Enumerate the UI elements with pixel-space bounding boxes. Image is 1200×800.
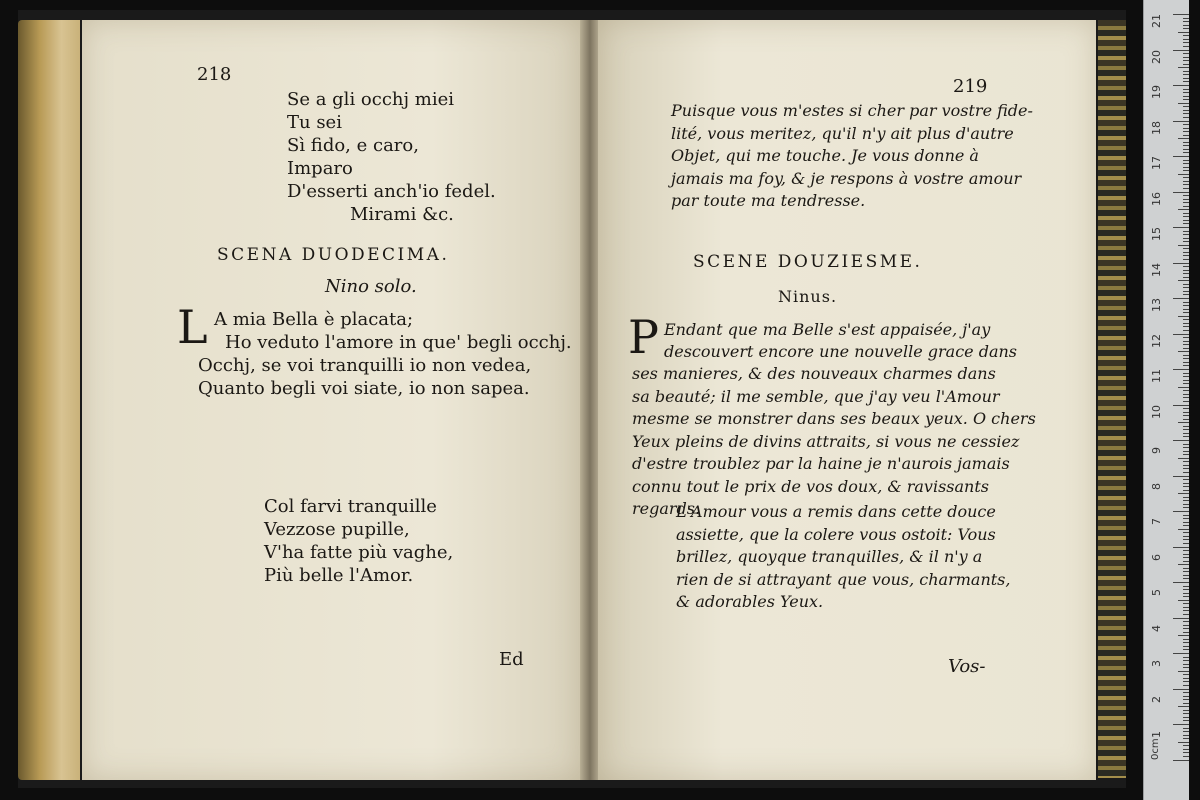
ruler-tick xyxy=(1173,121,1189,122)
ruler-tick xyxy=(1183,358,1189,359)
ruler-tick xyxy=(1183,305,1189,306)
ruler-tick xyxy=(1173,405,1189,406)
ruler-tick xyxy=(1183,429,1189,430)
ruler-tick xyxy=(1183,96,1189,97)
ruler-tick xyxy=(1183,426,1189,427)
ruler-tick xyxy=(1173,85,1189,86)
ruler-tick xyxy=(1183,710,1189,711)
speaker-name: Ninus. xyxy=(778,287,838,306)
ruler-tick xyxy=(1183,444,1189,445)
ruler-tick xyxy=(1183,71,1189,72)
prose-line: & adorables Yeux. xyxy=(676,592,824,611)
prose-line: Yeux pleins de divins attraits, si vous ne cessiez xyxy=(632,431,1020,451)
ruler-tick xyxy=(1183,507,1189,508)
ruler-tick xyxy=(1183,486,1189,487)
ruler-tick xyxy=(1183,216,1189,217)
ruler-tick xyxy=(1183,472,1189,473)
ruler-tick xyxy=(1183,188,1189,189)
ruler-tick xyxy=(1183,539,1189,540)
ruler-tick xyxy=(1183,536,1189,537)
prose-line: Puisque vous m'estes si cher par vostre fide- xyxy=(671,101,1033,120)
ruler-tick xyxy=(1183,589,1189,590)
ruler-tick xyxy=(1183,401,1189,402)
ruler-tick xyxy=(1183,674,1189,675)
ruler-label: 9 xyxy=(1150,447,1163,454)
scene-heading: SCENA DUODECIMA. xyxy=(217,245,450,265)
ruler-tick xyxy=(1173,369,1189,370)
ruler-tick xyxy=(1183,614,1189,615)
ruler-tick xyxy=(1178,351,1189,352)
left-page xyxy=(82,20,582,780)
ruler-label: 14 xyxy=(1150,262,1163,277)
ruler-tick xyxy=(1178,422,1189,423)
marbled-cover-edge xyxy=(1098,20,1126,778)
page-number: 219 xyxy=(953,76,988,97)
ruler-tick xyxy=(1183,238,1189,239)
verse-line: Sì fido, e caro, xyxy=(287,135,419,156)
prose-line: sa beauté; il me semble, que j'ay veu l'Amour xyxy=(632,386,1000,406)
ruler-tick xyxy=(1183,53,1189,54)
ruler-tick xyxy=(1183,39,1189,40)
ruler-tick xyxy=(1183,273,1189,274)
verse-line: Imparo xyxy=(287,158,353,179)
refrain: Mirami &c. xyxy=(350,204,454,225)
ruler-tick xyxy=(1183,660,1189,661)
ruler-tick xyxy=(1183,607,1189,608)
ruler-label: 1 xyxy=(1150,731,1163,738)
ruler-tick xyxy=(1183,646,1189,647)
ruler-tick xyxy=(1183,89,1189,90)
ruler-label: 18 xyxy=(1150,120,1163,135)
ruler-tick xyxy=(1183,270,1189,271)
ruler-tick xyxy=(1183,664,1189,665)
prose-line: regards. xyxy=(632,499,701,518)
ruler-tick xyxy=(1183,699,1189,700)
ruler-tick xyxy=(1183,337,1189,338)
ruler-tick xyxy=(1183,610,1189,611)
ruler-tick xyxy=(1183,99,1189,100)
ruler-tick xyxy=(1183,234,1189,235)
ruler-tick xyxy=(1183,383,1189,384)
ruler-tick xyxy=(1183,124,1189,125)
ruler-tick xyxy=(1183,60,1189,61)
prose-line: lité, vous meritez, qu'il n'y ait plus d'autre xyxy=(671,123,1014,143)
ruler-tick xyxy=(1183,344,1189,345)
ruler-tick xyxy=(1183,252,1189,253)
ruler-label: 20 xyxy=(1150,49,1163,64)
prose-line: assiette, que la colere vous ostoit: Vous xyxy=(676,524,996,544)
ruler-tick xyxy=(1183,749,1189,750)
ruler-tick xyxy=(1178,67,1189,68)
ruler-tick xyxy=(1183,490,1189,491)
ruler-tick xyxy=(1183,713,1189,714)
ruler-tick xyxy=(1173,653,1189,654)
ruler-tick xyxy=(1183,419,1189,420)
ruler-tick xyxy=(1183,113,1189,114)
ruler-tick xyxy=(1183,628,1189,629)
verse-line: Tu sei xyxy=(287,112,342,133)
prose-first-line: Endant que ma Belle s'est appaisée, j'ay xyxy=(664,320,991,339)
ruler-tick xyxy=(1183,621,1189,622)
prose-paragraph-2-cont xyxy=(632,363,1036,521)
ruler-label: 6 xyxy=(1150,553,1163,561)
ruler-label: 11 xyxy=(1150,369,1163,383)
page-edges-left xyxy=(18,20,80,780)
ruler-tick xyxy=(1183,593,1189,594)
ruler-tick xyxy=(1183,543,1189,544)
ruler-tick xyxy=(1183,394,1189,395)
ruler-tick xyxy=(1183,717,1189,718)
ruler-tick xyxy=(1178,245,1189,246)
prose-line: brillez, quoyque tranquilles, & il n'y a xyxy=(676,547,983,566)
ruler-tick xyxy=(1183,465,1189,466)
prose-paragraph-2 xyxy=(664,341,1017,364)
ruler-tick xyxy=(1183,738,1189,739)
ruler-label: 3 xyxy=(1150,660,1163,667)
ruler-tick xyxy=(1183,195,1189,196)
ruler-tick xyxy=(1183,720,1189,721)
verse-line: D'esserti anch'io fedel. xyxy=(287,181,496,202)
ruler-tick xyxy=(1183,287,1189,288)
ruler-tick xyxy=(1178,138,1189,139)
verse-line: Vezzose pupille, xyxy=(264,519,410,540)
verse-stanza-1 xyxy=(287,88,496,203)
ruler-tick xyxy=(1183,309,1189,310)
ruler-tick xyxy=(1183,330,1189,331)
ruler-tick xyxy=(1183,57,1189,58)
prose-line: mesme se monstrer dans ses beaux yeux. O chers xyxy=(632,409,1036,428)
ruler-label: 13 xyxy=(1150,298,1163,312)
drop-cap: P xyxy=(628,310,659,364)
ruler-tick xyxy=(1183,696,1189,697)
ruler-tick xyxy=(1183,436,1189,437)
ruler-tick xyxy=(1183,550,1189,551)
ruler-tick xyxy=(1173,476,1189,477)
ruler-label: 8 xyxy=(1150,482,1163,490)
aria-line: Occhj, se voi tranquilli io non vedea, xyxy=(198,355,532,376)
ruler-tick xyxy=(1173,156,1189,157)
ruler-tick xyxy=(1183,596,1189,597)
ruler-tick xyxy=(1178,32,1189,33)
ruler-tick xyxy=(1183,365,1189,366)
aria-first-line: A mia Bella è placata; xyxy=(214,309,414,330)
ruler-tick xyxy=(1173,724,1189,725)
ruler-tick xyxy=(1183,319,1189,320)
verse-line: Più belle l'Amor. xyxy=(264,565,414,586)
ruler-tick xyxy=(1183,518,1189,519)
ruler-tick xyxy=(1183,703,1189,704)
ruler-tick xyxy=(1183,302,1189,303)
verse-line: V'ha fatte più vaghe, xyxy=(264,542,454,563)
ruler-tick xyxy=(1178,103,1189,104)
ruler-tick xyxy=(1178,529,1189,530)
ruler-tick xyxy=(1178,493,1189,494)
prose-line: d'estre troublez par la haine je n'aurois jamais xyxy=(632,454,1010,473)
ruler-tick xyxy=(1183,728,1189,729)
ruler-tick xyxy=(1183,639,1189,640)
ruler-tick xyxy=(1183,149,1189,150)
ruler-tick xyxy=(1183,131,1189,132)
ruler-tick xyxy=(1183,752,1189,753)
ruler-tick xyxy=(1183,373,1189,374)
ruler-tick xyxy=(1173,14,1189,15)
ruler-tick xyxy=(1183,117,1189,118)
ruler-tick xyxy=(1183,575,1189,576)
verse-line: Se a gli occhj miei xyxy=(287,89,455,110)
ruler-tick xyxy=(1178,635,1189,636)
prose-line: descouvert encore une nouvelle grace dans xyxy=(664,342,1018,361)
ruler-tick xyxy=(1178,174,1189,175)
ruler-label: 12 xyxy=(1150,333,1163,348)
catchword: Ed xyxy=(499,649,524,670)
ruler-tick xyxy=(1183,184,1189,185)
measurement-ruler xyxy=(1143,0,1189,800)
ruler-tick xyxy=(1183,603,1189,604)
ruler-tick xyxy=(1183,231,1189,232)
scene-heading: SCENE DOUZIESME. xyxy=(693,252,923,272)
ruler-tick xyxy=(1183,135,1189,136)
ruler-tick xyxy=(1183,326,1189,327)
ruler-tick xyxy=(1173,689,1189,690)
ruler-label: 2 xyxy=(1150,695,1163,703)
ruler-tick xyxy=(1178,671,1189,672)
ruler-tick xyxy=(1183,642,1189,643)
ruler-tick xyxy=(1173,440,1189,441)
ruler-tick xyxy=(1183,412,1189,413)
ruler-tick xyxy=(1183,64,1189,65)
ruler-tick xyxy=(1183,451,1189,452)
ruler-tick xyxy=(1178,316,1189,317)
ruler-tick xyxy=(1183,408,1189,409)
ruler-tick xyxy=(1183,46,1189,47)
ruler-tick xyxy=(1183,578,1189,579)
aria-line: Ho veduto l'amore in que' begli occhj. xyxy=(225,332,572,353)
drop-cap: L xyxy=(177,300,208,354)
ruler-tick xyxy=(1183,202,1189,203)
ruler-tick xyxy=(1183,433,1189,434)
ruler-tick xyxy=(1183,497,1189,498)
ruler-tick xyxy=(1173,192,1189,193)
ruler-tick xyxy=(1183,145,1189,146)
ruler-tick xyxy=(1183,78,1189,79)
ruler-tick xyxy=(1178,564,1189,565)
ruler-tick xyxy=(1183,284,1189,285)
ruler-tick xyxy=(1183,74,1189,75)
ruler-tick xyxy=(1183,213,1189,214)
ruler-tick xyxy=(1183,18,1189,19)
ruler-tick xyxy=(1183,390,1189,391)
ruler-tick xyxy=(1183,625,1189,626)
ruler-tick xyxy=(1173,227,1189,228)
page-number: 218 xyxy=(197,64,232,85)
ruler-tick xyxy=(1183,561,1189,562)
ruler-tick xyxy=(1178,458,1189,459)
ruler-tick xyxy=(1183,220,1189,221)
ruler-tick xyxy=(1183,731,1189,732)
ruler-label: 17 xyxy=(1150,156,1163,170)
ruler-tick xyxy=(1183,341,1189,342)
ruler-tick xyxy=(1173,760,1189,761)
ruler-tick xyxy=(1183,355,1189,356)
ruler-tick xyxy=(1183,255,1189,256)
ruler-tick xyxy=(1183,632,1189,633)
speaker-name: Nino solo. xyxy=(325,276,417,297)
ruler-tick xyxy=(1183,504,1189,505)
ruler-tick xyxy=(1183,28,1189,29)
ruler-label: 7 xyxy=(1150,518,1163,525)
ruler-tick xyxy=(1173,298,1189,299)
ruler-tick xyxy=(1183,21,1189,22)
ruler-tick xyxy=(1183,128,1189,129)
ruler-tick xyxy=(1183,461,1189,462)
prose-line: L'Amour vous a remis dans cette douce xyxy=(676,502,996,521)
ruler-tick xyxy=(1183,554,1189,555)
verse-line: Col farvi tranquille xyxy=(264,496,437,517)
prose-line: Objet, qui me touche. Je vous donne à xyxy=(671,146,979,165)
ruler-label: 19 xyxy=(1150,85,1163,99)
ruler-tick xyxy=(1183,657,1189,658)
ruler-tick xyxy=(1183,522,1189,523)
right-page xyxy=(598,20,1096,780)
aria-line: Quanto begli voi siate, io non sapea. xyxy=(198,378,530,399)
ruler-tick xyxy=(1183,692,1189,693)
ruler-tick xyxy=(1183,312,1189,313)
ruler-tick xyxy=(1183,586,1189,587)
ruler-tick xyxy=(1183,160,1189,161)
ruler-tick xyxy=(1183,376,1189,377)
ruler-tick xyxy=(1183,81,1189,82)
prose-line: connu tout le prix de vos doux, & ravissants xyxy=(632,476,989,496)
prose-line: rien de si attrayant que vous, charmants, xyxy=(676,569,1011,589)
ruler-tick xyxy=(1183,380,1189,381)
ruler-tick xyxy=(1183,362,1189,363)
ruler-tick xyxy=(1183,170,1189,171)
ruler-tick xyxy=(1183,571,1189,572)
ruler-label: 15 xyxy=(1150,227,1163,241)
ruler-tick xyxy=(1183,454,1189,455)
ruler-tick xyxy=(1173,263,1189,264)
ruler-tick xyxy=(1183,259,1189,260)
ruler-unit-label: 0cm xyxy=(1150,738,1161,760)
ruler-tick xyxy=(1183,397,1189,398)
ruler-tick xyxy=(1183,163,1189,164)
ruler-tick xyxy=(1173,582,1189,583)
ruler-tick xyxy=(1183,266,1189,267)
catchword: Vos- xyxy=(948,656,986,677)
ruler-tick xyxy=(1178,742,1189,743)
ruler-tick xyxy=(1173,511,1189,512)
ruler-tick xyxy=(1183,323,1189,324)
ruler-tick xyxy=(1183,248,1189,249)
ruler-tick xyxy=(1183,447,1189,448)
ruler-tick xyxy=(1178,600,1189,601)
ruler-tick xyxy=(1183,291,1189,292)
ruler-tick xyxy=(1183,525,1189,526)
ruler-tick xyxy=(1183,649,1189,650)
ruler-tick xyxy=(1183,500,1189,501)
ruler-tick xyxy=(1173,50,1189,51)
ruler-tick xyxy=(1173,334,1189,335)
ruler-tick xyxy=(1183,294,1189,295)
ruler-tick xyxy=(1183,415,1189,416)
ruler-tick xyxy=(1183,468,1189,469)
ruler-tick xyxy=(1178,209,1189,210)
ruler-label: 16 xyxy=(1150,191,1163,206)
ruler-tick xyxy=(1183,557,1189,558)
ruler-tick xyxy=(1183,167,1189,168)
ruler-tick xyxy=(1183,568,1189,569)
ruler-tick xyxy=(1183,348,1189,349)
ruler-tick xyxy=(1183,685,1189,686)
prose-paragraph-1 xyxy=(671,100,1033,213)
ruler-tick xyxy=(1183,277,1189,278)
ruler-tick xyxy=(1183,25,1189,26)
ruler-tick xyxy=(1183,152,1189,153)
ruler-tick xyxy=(1183,35,1189,36)
ruler-tick xyxy=(1183,199,1189,200)
ruler-tick xyxy=(1183,223,1189,224)
ruler-tick xyxy=(1178,706,1189,707)
ruler-tick xyxy=(1183,515,1189,516)
ruler-label: 4 xyxy=(1150,624,1163,632)
ruler-label: 21 xyxy=(1150,14,1163,28)
ruler-tick xyxy=(1183,181,1189,182)
ruler-tick xyxy=(1183,106,1189,107)
prose-line: jamais ma foy, & je respons à vostre amour xyxy=(671,168,1022,188)
ruler-tick xyxy=(1183,745,1189,746)
ruler-tick xyxy=(1183,92,1189,93)
ruler-tick xyxy=(1183,483,1189,484)
ruler-tick xyxy=(1178,387,1189,388)
prose-line: ses manieres, & des nouveaux charmes dans xyxy=(632,364,996,383)
ruler-tick xyxy=(1183,241,1189,242)
ruler-tick xyxy=(1183,479,1189,480)
verse-stanza-2 xyxy=(264,495,453,587)
ruler-tick xyxy=(1183,42,1189,43)
ruler-tick xyxy=(1183,177,1189,178)
ruler-tick xyxy=(1173,618,1189,619)
ruler-tick xyxy=(1183,678,1189,679)
book-gutter xyxy=(580,20,600,780)
ruler-label: 10 xyxy=(1150,404,1163,419)
ruler-tick xyxy=(1183,667,1189,668)
ruler-tick xyxy=(1183,735,1189,736)
ruler-tick xyxy=(1183,756,1189,757)
ruler-tick xyxy=(1178,280,1189,281)
ruler-tick xyxy=(1183,110,1189,111)
ruler-label: 5 xyxy=(1150,589,1163,596)
ruler-tick xyxy=(1183,532,1189,533)
prose-paragraph-3 xyxy=(632,501,1010,614)
ruler-tick xyxy=(1173,547,1189,548)
prose-line: par toute ma tendresse. xyxy=(671,191,866,210)
ruler-tick xyxy=(1183,206,1189,207)
ruler-tick xyxy=(1183,142,1189,143)
ruler-tick xyxy=(1183,681,1189,682)
